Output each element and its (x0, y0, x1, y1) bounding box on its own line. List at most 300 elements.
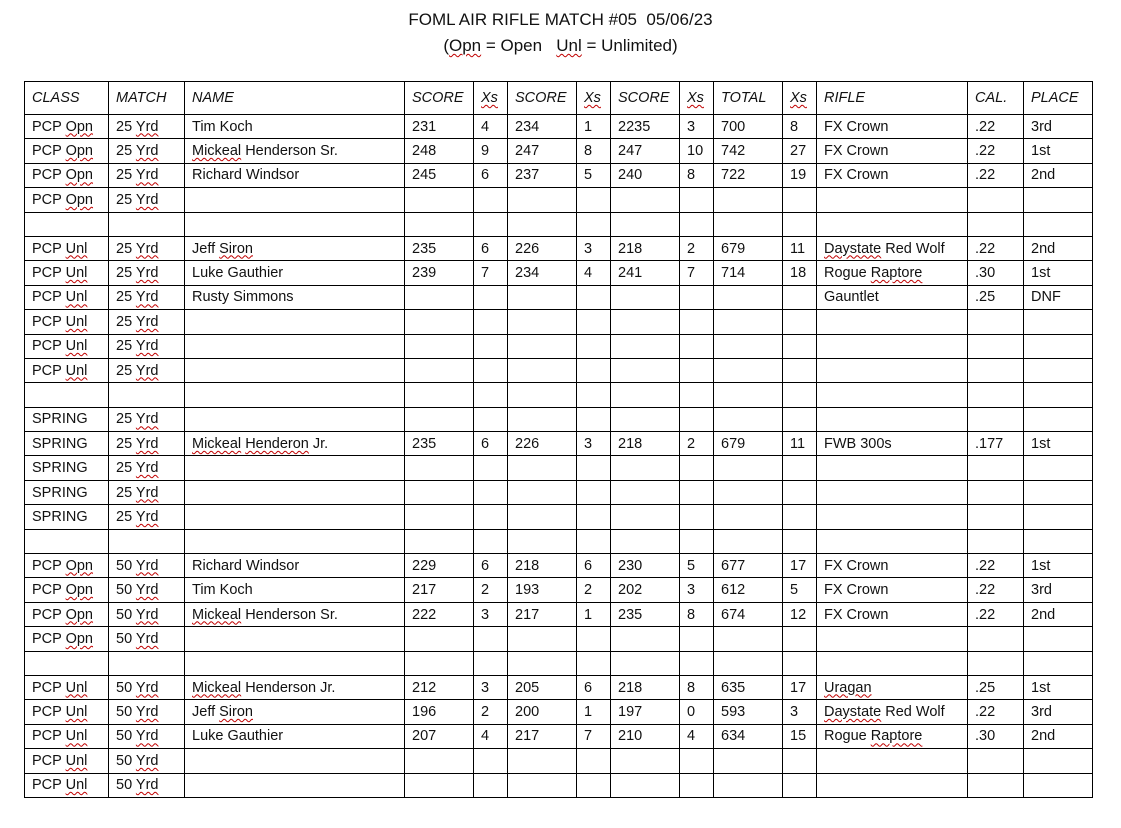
cell-place (1024, 773, 1093, 797)
cell-match: 50 Yrd (109, 749, 185, 773)
cell-score-3 (611, 749, 680, 773)
cell-name: Richard Windsor (185, 163, 405, 187)
cell-xs-3: 10 (680, 139, 714, 163)
cell-place: 1st (1024, 261, 1093, 285)
cell-total: 612 (714, 578, 783, 602)
cell-total (714, 505, 783, 529)
cell-name: Rusty Simmons (185, 285, 405, 309)
cell-xs-total: 11 (783, 432, 817, 456)
cell-class: PCP Unl (25, 749, 109, 773)
cell-xs-3: 7 (680, 261, 714, 285)
cell-class: PCP Unl (25, 236, 109, 260)
cell-name (185, 310, 405, 334)
cell-xs-1 (474, 310, 508, 334)
cell-name (185, 749, 405, 773)
table-row (25, 334, 1093, 358)
cell-rifle (817, 358, 968, 382)
cell-rifle: Daystate Red Wolf (817, 236, 968, 260)
cell-rifle (817, 749, 968, 773)
cell-xs-total: 8 (783, 115, 817, 139)
cell-match (109, 529, 185, 553)
cell-match: 50 Yrd (109, 724, 185, 748)
cell-xs-2 (577, 480, 611, 504)
cell-score-3 (611, 627, 680, 651)
cell-xs-total: 11 (783, 236, 817, 260)
cell-score-2: 200 (508, 700, 577, 724)
cell-caliber (968, 212, 1024, 236)
cell-xs-total: 17 (783, 675, 817, 699)
cell-score-1 (405, 358, 474, 382)
cell-place (1024, 627, 1093, 651)
cell-place (1024, 749, 1093, 773)
cell-score-3 (611, 651, 680, 675)
cell-match: 25 Yrd (109, 407, 185, 431)
cell-place (1024, 529, 1093, 553)
cell-name: Mickeal Henderon Jr. (185, 432, 405, 456)
table-row (25, 285, 1093, 309)
cell-name: Tim Koch (185, 115, 405, 139)
cell-name: Mickeal Henderson Sr. (185, 139, 405, 163)
cell-total: 635 (714, 675, 783, 699)
cell-class: PCP Unl (25, 261, 109, 285)
cell-caliber (968, 383, 1024, 407)
cell-xs-2 (577, 627, 611, 651)
cell-xs-1: 6 (474, 432, 508, 456)
cell-score-1: 212 (405, 675, 474, 699)
cell-caliber (968, 651, 1024, 675)
cell-name (185, 505, 405, 529)
cell-match: 25 Yrd (109, 432, 185, 456)
cell-match: 25 Yrd (109, 456, 185, 480)
cell-match: 50 Yrd (109, 554, 185, 578)
cell-rifle: FX Crown (817, 602, 968, 626)
cell-name: Luke Gauthier (185, 261, 405, 285)
cell-rifle: Rogue Raptore (817, 261, 968, 285)
cell-rifle: FX Crown (817, 554, 968, 578)
cell-xs-1 (474, 285, 508, 309)
cell-score-3 (611, 773, 680, 797)
spacer-row (25, 212, 1093, 236)
cell-xs-2 (577, 407, 611, 431)
cell-total (714, 285, 783, 309)
cell-xs-total (783, 505, 817, 529)
table-row (25, 700, 1093, 724)
cell-class: SPRING (25, 480, 109, 504)
cell-xs-3: 3 (680, 578, 714, 602)
cell-score-2 (508, 651, 577, 675)
table-row (25, 627, 1093, 651)
table-row (25, 407, 1093, 431)
cell-xs-1: 3 (474, 602, 508, 626)
cell-score-2 (508, 773, 577, 797)
cell-class: PCP Unl (25, 773, 109, 797)
cell-score-1 (405, 480, 474, 504)
cell-place: 1st (1024, 675, 1093, 699)
cell-name (185, 651, 405, 675)
document-title (0, 7, 1121, 59)
header-score-3: SCORE (611, 82, 680, 115)
cell-score-1: 235 (405, 236, 474, 260)
cell-score-1: 222 (405, 602, 474, 626)
cell-xs-2 (577, 334, 611, 358)
header-match: MATCH (109, 82, 185, 115)
cell-xs-1: 4 (474, 724, 508, 748)
cell-xs-2: 5 (577, 163, 611, 187)
cell-place (1024, 456, 1093, 480)
cell-rifle: Rogue Raptore (817, 724, 968, 748)
cell-name (185, 212, 405, 236)
cell-xs-2: 3 (577, 432, 611, 456)
cell-score-2: 226 (508, 236, 577, 260)
cell-xs-2 (577, 651, 611, 675)
cell-score-2: 217 (508, 602, 577, 626)
cell-place: 3rd (1024, 578, 1093, 602)
cell-total (714, 334, 783, 358)
cell-total (714, 188, 783, 212)
spacer-row (25, 651, 1093, 675)
cell-xs-3 (680, 749, 714, 773)
cell-score-2 (508, 285, 577, 309)
title-line-2 (0, 33, 1121, 59)
cell-score-1 (405, 212, 474, 236)
cell-total: 677 (714, 554, 783, 578)
cell-xs-3 (680, 358, 714, 382)
cell-xs-3 (680, 505, 714, 529)
cell-rifle (817, 212, 968, 236)
spacer-row (25, 529, 1093, 553)
table-row (25, 773, 1093, 797)
cell-match: 25 Yrd (109, 261, 185, 285)
cell-xs-2 (577, 749, 611, 773)
cell-score-3 (611, 529, 680, 553)
cell-xs-3 (680, 480, 714, 504)
cell-total: 700 (714, 115, 783, 139)
table-row (25, 675, 1093, 699)
table-row (25, 480, 1093, 504)
cell-score-2 (508, 188, 577, 212)
cell-xs-total (783, 334, 817, 358)
title-line-2-open: ( (443, 36, 449, 55)
cell-class (25, 212, 109, 236)
cell-xs-2 (577, 188, 611, 212)
cell-xs-total: 27 (783, 139, 817, 163)
cell-place (1024, 188, 1093, 212)
cell-xs-3 (680, 285, 714, 309)
cell-xs-1: 2 (474, 578, 508, 602)
cell-total (714, 310, 783, 334)
cell-xs-1: 4 (474, 115, 508, 139)
cell-score-3 (611, 188, 680, 212)
cell-xs-total (783, 749, 817, 773)
cell-xs-3: 4 (680, 724, 714, 748)
cell-match: 50 Yrd (109, 675, 185, 699)
cell-xs-1 (474, 407, 508, 431)
cell-score-3: 218 (611, 675, 680, 699)
cell-score-1 (405, 529, 474, 553)
cell-caliber (968, 310, 1024, 334)
cell-name: Mickeal Henderson Jr. (185, 675, 405, 699)
cell-caliber: .22 (968, 554, 1024, 578)
cell-caliber (968, 773, 1024, 797)
cell-match: 25 Yrd (109, 505, 185, 529)
header-row (25, 82, 1093, 115)
cell-score-1: 231 (405, 115, 474, 139)
cell-score-2 (508, 310, 577, 334)
cell-score-3: 202 (611, 578, 680, 602)
cell-match: 50 Yrd (109, 602, 185, 626)
cell-xs-1 (474, 188, 508, 212)
cell-total (714, 749, 783, 773)
table-row (25, 358, 1093, 382)
results-table (24, 81, 1093, 798)
cell-score-3: 197 (611, 700, 680, 724)
table-row (25, 115, 1093, 139)
cell-name (185, 407, 405, 431)
cell-score-2: 237 (508, 163, 577, 187)
cell-score-2: 226 (508, 432, 577, 456)
cell-place: 2nd (1024, 163, 1093, 187)
table-row (25, 236, 1093, 260)
cell-xs-3: 5 (680, 554, 714, 578)
cell-match: 25 Yrd (109, 139, 185, 163)
cell-name: Mickeal Henderson Sr. (185, 602, 405, 626)
cell-xs-1: 6 (474, 236, 508, 260)
cell-total: 593 (714, 700, 783, 724)
cell-score-3: 2235 (611, 115, 680, 139)
cell-total (714, 358, 783, 382)
table-row (25, 578, 1093, 602)
cell-caliber (968, 334, 1024, 358)
cell-score-2 (508, 749, 577, 773)
cell-score-1: 245 (405, 163, 474, 187)
cell-xs-total (783, 773, 817, 797)
cell-name (185, 334, 405, 358)
cell-score-1 (405, 773, 474, 797)
cell-total: 674 (714, 602, 783, 626)
cell-score-2: 234 (508, 261, 577, 285)
cell-xs-1 (474, 529, 508, 553)
cell-xs-total (783, 310, 817, 334)
cell-score-2 (508, 627, 577, 651)
cell-xs-1 (474, 505, 508, 529)
cell-xs-3 (680, 383, 714, 407)
cell-score-1: 239 (405, 261, 474, 285)
cell-score-1 (405, 383, 474, 407)
spacer-row (25, 383, 1093, 407)
cell-rifle (817, 627, 968, 651)
cell-caliber (968, 529, 1024, 553)
cell-name (185, 480, 405, 504)
cell-class: PCP Opn (25, 602, 109, 626)
table-row (25, 456, 1093, 480)
cell-caliber (968, 407, 1024, 431)
cell-score-3: 218 (611, 432, 680, 456)
cell-match: 25 Yrd (109, 310, 185, 334)
cell-xs-2: 1 (577, 115, 611, 139)
cell-xs-total: 18 (783, 261, 817, 285)
cell-total (714, 480, 783, 504)
cell-caliber: .22 (968, 700, 1024, 724)
title-unl-abbrev: Unl (556, 36, 582, 55)
cell-caliber (968, 749, 1024, 773)
cell-score-1 (405, 749, 474, 773)
cell-xs-2 (577, 285, 611, 309)
cell-score-3: 241 (611, 261, 680, 285)
header-place: PLACE (1024, 82, 1093, 115)
cell-xs-1 (474, 651, 508, 675)
cell-score-3 (611, 505, 680, 529)
cell-score-2: 205 (508, 675, 577, 699)
cell-caliber (968, 505, 1024, 529)
cell-match: 25 Yrd (109, 480, 185, 504)
cell-total: 722 (714, 163, 783, 187)
cell-xs-3: 8 (680, 163, 714, 187)
header-score-2: SCORE (508, 82, 577, 115)
cell-rifle (817, 334, 968, 358)
cell-score-3 (611, 310, 680, 334)
cell-xs-1 (474, 358, 508, 382)
table-row (25, 724, 1093, 748)
cell-rifle (817, 651, 968, 675)
cell-xs-2 (577, 212, 611, 236)
cell-place (1024, 358, 1093, 382)
cell-score-2 (508, 456, 577, 480)
cell-xs-2 (577, 773, 611, 797)
cell-place: 2nd (1024, 724, 1093, 748)
cell-rifle: FX Crown (817, 115, 968, 139)
cell-xs-2 (577, 358, 611, 382)
cell-class: PCP Opn (25, 139, 109, 163)
cell-rifle: Gauntlet (817, 285, 968, 309)
cell-xs-1: 6 (474, 163, 508, 187)
cell-total (714, 383, 783, 407)
title-opn-abbrev: Opn (448, 36, 482, 55)
cell-total: 679 (714, 236, 783, 260)
cell-score-2 (508, 212, 577, 236)
cell-class: PCP Opn (25, 188, 109, 212)
cell-match (109, 212, 185, 236)
cell-class: PCP Opn (25, 554, 109, 578)
cell-score-1: 235 (405, 432, 474, 456)
cell-score-1 (405, 651, 474, 675)
cell-match: 50 Yrd (109, 627, 185, 651)
cell-total: 714 (714, 261, 783, 285)
cell-xs-1 (474, 212, 508, 236)
cell-xs-3 (680, 310, 714, 334)
cell-xs-total (783, 188, 817, 212)
cell-score-1 (405, 310, 474, 334)
cell-total (714, 773, 783, 797)
cell-match: 50 Yrd (109, 773, 185, 797)
cell-rifle (817, 505, 968, 529)
cell-score-3 (611, 383, 680, 407)
cell-place: 2nd (1024, 602, 1093, 626)
cell-xs-2: 4 (577, 261, 611, 285)
cell-class: PCP Unl (25, 675, 109, 699)
cell-rifle (817, 456, 968, 480)
cell-place (1024, 505, 1093, 529)
cell-xs-1: 9 (474, 139, 508, 163)
cell-xs-2: 8 (577, 139, 611, 163)
cell-rifle: Daystate Red Wolf (817, 700, 968, 724)
cell-xs-2: 3 (577, 236, 611, 260)
cell-score-3: 210 (611, 724, 680, 748)
cell-xs-3: 2 (680, 236, 714, 260)
cell-xs-2: 6 (577, 675, 611, 699)
cell-xs-total (783, 651, 817, 675)
cell-xs-total: 5 (783, 578, 817, 602)
cell-xs-2: 2 (577, 578, 611, 602)
cell-xs-total (783, 212, 817, 236)
cell-xs-total: 19 (783, 163, 817, 187)
cell-score-3 (611, 334, 680, 358)
cell-xs-1 (474, 773, 508, 797)
cell-class: PCP Unl (25, 724, 109, 748)
cell-name (185, 383, 405, 407)
cell-total (714, 456, 783, 480)
cell-score-3 (611, 407, 680, 431)
cell-caliber: .22 (968, 163, 1024, 187)
cell-class: PCP Unl (25, 285, 109, 309)
table-row (25, 163, 1093, 187)
cell-caliber (968, 188, 1024, 212)
cell-total (714, 627, 783, 651)
cell-xs-3 (680, 188, 714, 212)
table-row (25, 749, 1093, 773)
cell-xs-total (783, 407, 817, 431)
cell-class (25, 651, 109, 675)
cell-caliber: .177 (968, 432, 1024, 456)
cell-xs-total (783, 480, 817, 504)
header-rifle: RIFLE (817, 82, 968, 115)
table-row (25, 261, 1093, 285)
cell-xs-1: 7 (474, 261, 508, 285)
cell-score-1 (405, 407, 474, 431)
cell-xs-1 (474, 456, 508, 480)
cell-xs-1: 3 (474, 675, 508, 699)
cell-score-3 (611, 285, 680, 309)
cell-caliber: .22 (968, 139, 1024, 163)
cell-rifle (817, 188, 968, 212)
cell-xs-3 (680, 456, 714, 480)
cell-match: 25 Yrd (109, 285, 185, 309)
header-xs-2: Xs (577, 82, 611, 115)
cell-match (109, 651, 185, 675)
cell-score-3 (611, 480, 680, 504)
cell-score-3 (611, 212, 680, 236)
cell-score-1: 207 (405, 724, 474, 748)
header-xs-1: Xs (474, 82, 508, 115)
cell-name: Jeff Siron (185, 236, 405, 260)
cell-caliber: .30 (968, 261, 1024, 285)
header-total: TOTAL (714, 82, 783, 115)
cell-xs-3 (680, 529, 714, 553)
cell-class: PCP Opn (25, 578, 109, 602)
cell-score-1: 248 (405, 139, 474, 163)
cell-place (1024, 310, 1093, 334)
table-row (25, 432, 1093, 456)
cell-xs-total: 15 (783, 724, 817, 748)
cell-name (185, 456, 405, 480)
cell-score-2 (508, 383, 577, 407)
cell-name (185, 627, 405, 651)
cell-xs-3 (680, 407, 714, 431)
table-row (25, 602, 1093, 626)
table-row (25, 310, 1093, 334)
cell-place (1024, 383, 1093, 407)
cell-xs-3: 3 (680, 115, 714, 139)
cell-score-1: 217 (405, 578, 474, 602)
